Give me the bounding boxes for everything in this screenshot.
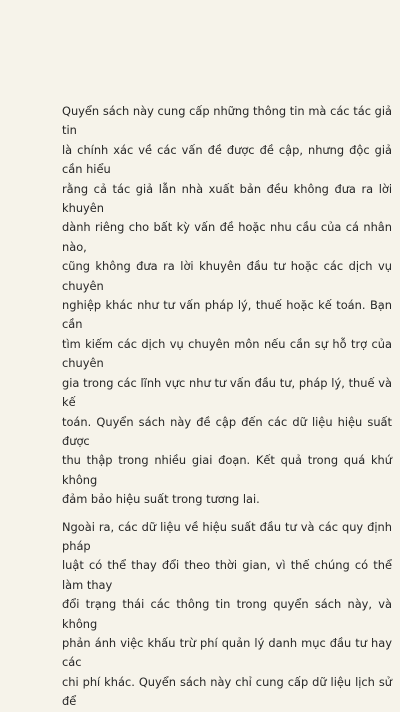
paragraph-1-line-8: gia trong các lĩnh vực như tư vấn đầu tư, pháp lý, thuế và kế xyxy=(62,375,392,410)
paragraph-2 xyxy=(62,518,392,712)
paragraph-1-line-5: cũng không đưa ra lời khuyên đầu tư hoặc các dịch vụ chuyên xyxy=(62,259,392,293)
paragraph-2-line-1: Ngoài ra, các dữ liệu về hiệu suất đầu tư và các quy định pháp xyxy=(62,519,392,553)
paragraph-2-line-2: luật có thể thay đổi theo thời gian, vì thế chúng có thể làm thay xyxy=(62,558,392,592)
paragraph-1-line-6: nghiệp khác như tư vấn pháp lý, thuế hoặc kế toán. Bạn cần xyxy=(62,298,392,332)
paragraph-1 xyxy=(62,102,392,510)
paragraph-1-line-11: đảm bảo hiệu suất trong tương lai. xyxy=(62,492,260,507)
paragraph-2-line-3: đổi trạng thái các thông tin trong quyển sách này, và không xyxy=(62,597,392,631)
paragraph-1-line-9: toán. Quyển sách này đề cập đến các dữ liệu hiệu suất được xyxy=(62,414,392,448)
disclaimer-text xyxy=(62,102,392,712)
paragraph-1-line-1: Quyển sách này cung cấp những thông tin mà các tác giả tin xyxy=(62,104,392,138)
paragraph-2-line-5: chi phí khác. Quyển sách này chỉ cung cấp dữ liệu lịch sử để xyxy=(62,674,392,709)
paragraph-1-line-3: rằng cả tác giả lẫn nhà xuất bản đều không đưa ra lời khuyên xyxy=(62,181,392,216)
paragraph-2-line-4: phản ánh việc khấu trừ phí quản lý danh mục đầu tư hay các xyxy=(62,635,392,670)
paragraph-1-line-2: là chính xác về các vấn đề được đề cập, nhưng độc giả cần hiểu xyxy=(62,142,392,177)
paragraph-1-line-7: tìm kiếm các dịch vụ chuyên môn nếu cần sự hỗ trợ của chuyên xyxy=(62,336,392,371)
paragraph-1-line-4: dành riêng cho bất kỳ vấn đề hoặc nhu cầu của cá nhân nào, xyxy=(62,220,392,254)
paragraph-1-line-10: thu thập trong nhiều giai đoạn. Kết quả trong quá khứ không xyxy=(62,453,392,487)
